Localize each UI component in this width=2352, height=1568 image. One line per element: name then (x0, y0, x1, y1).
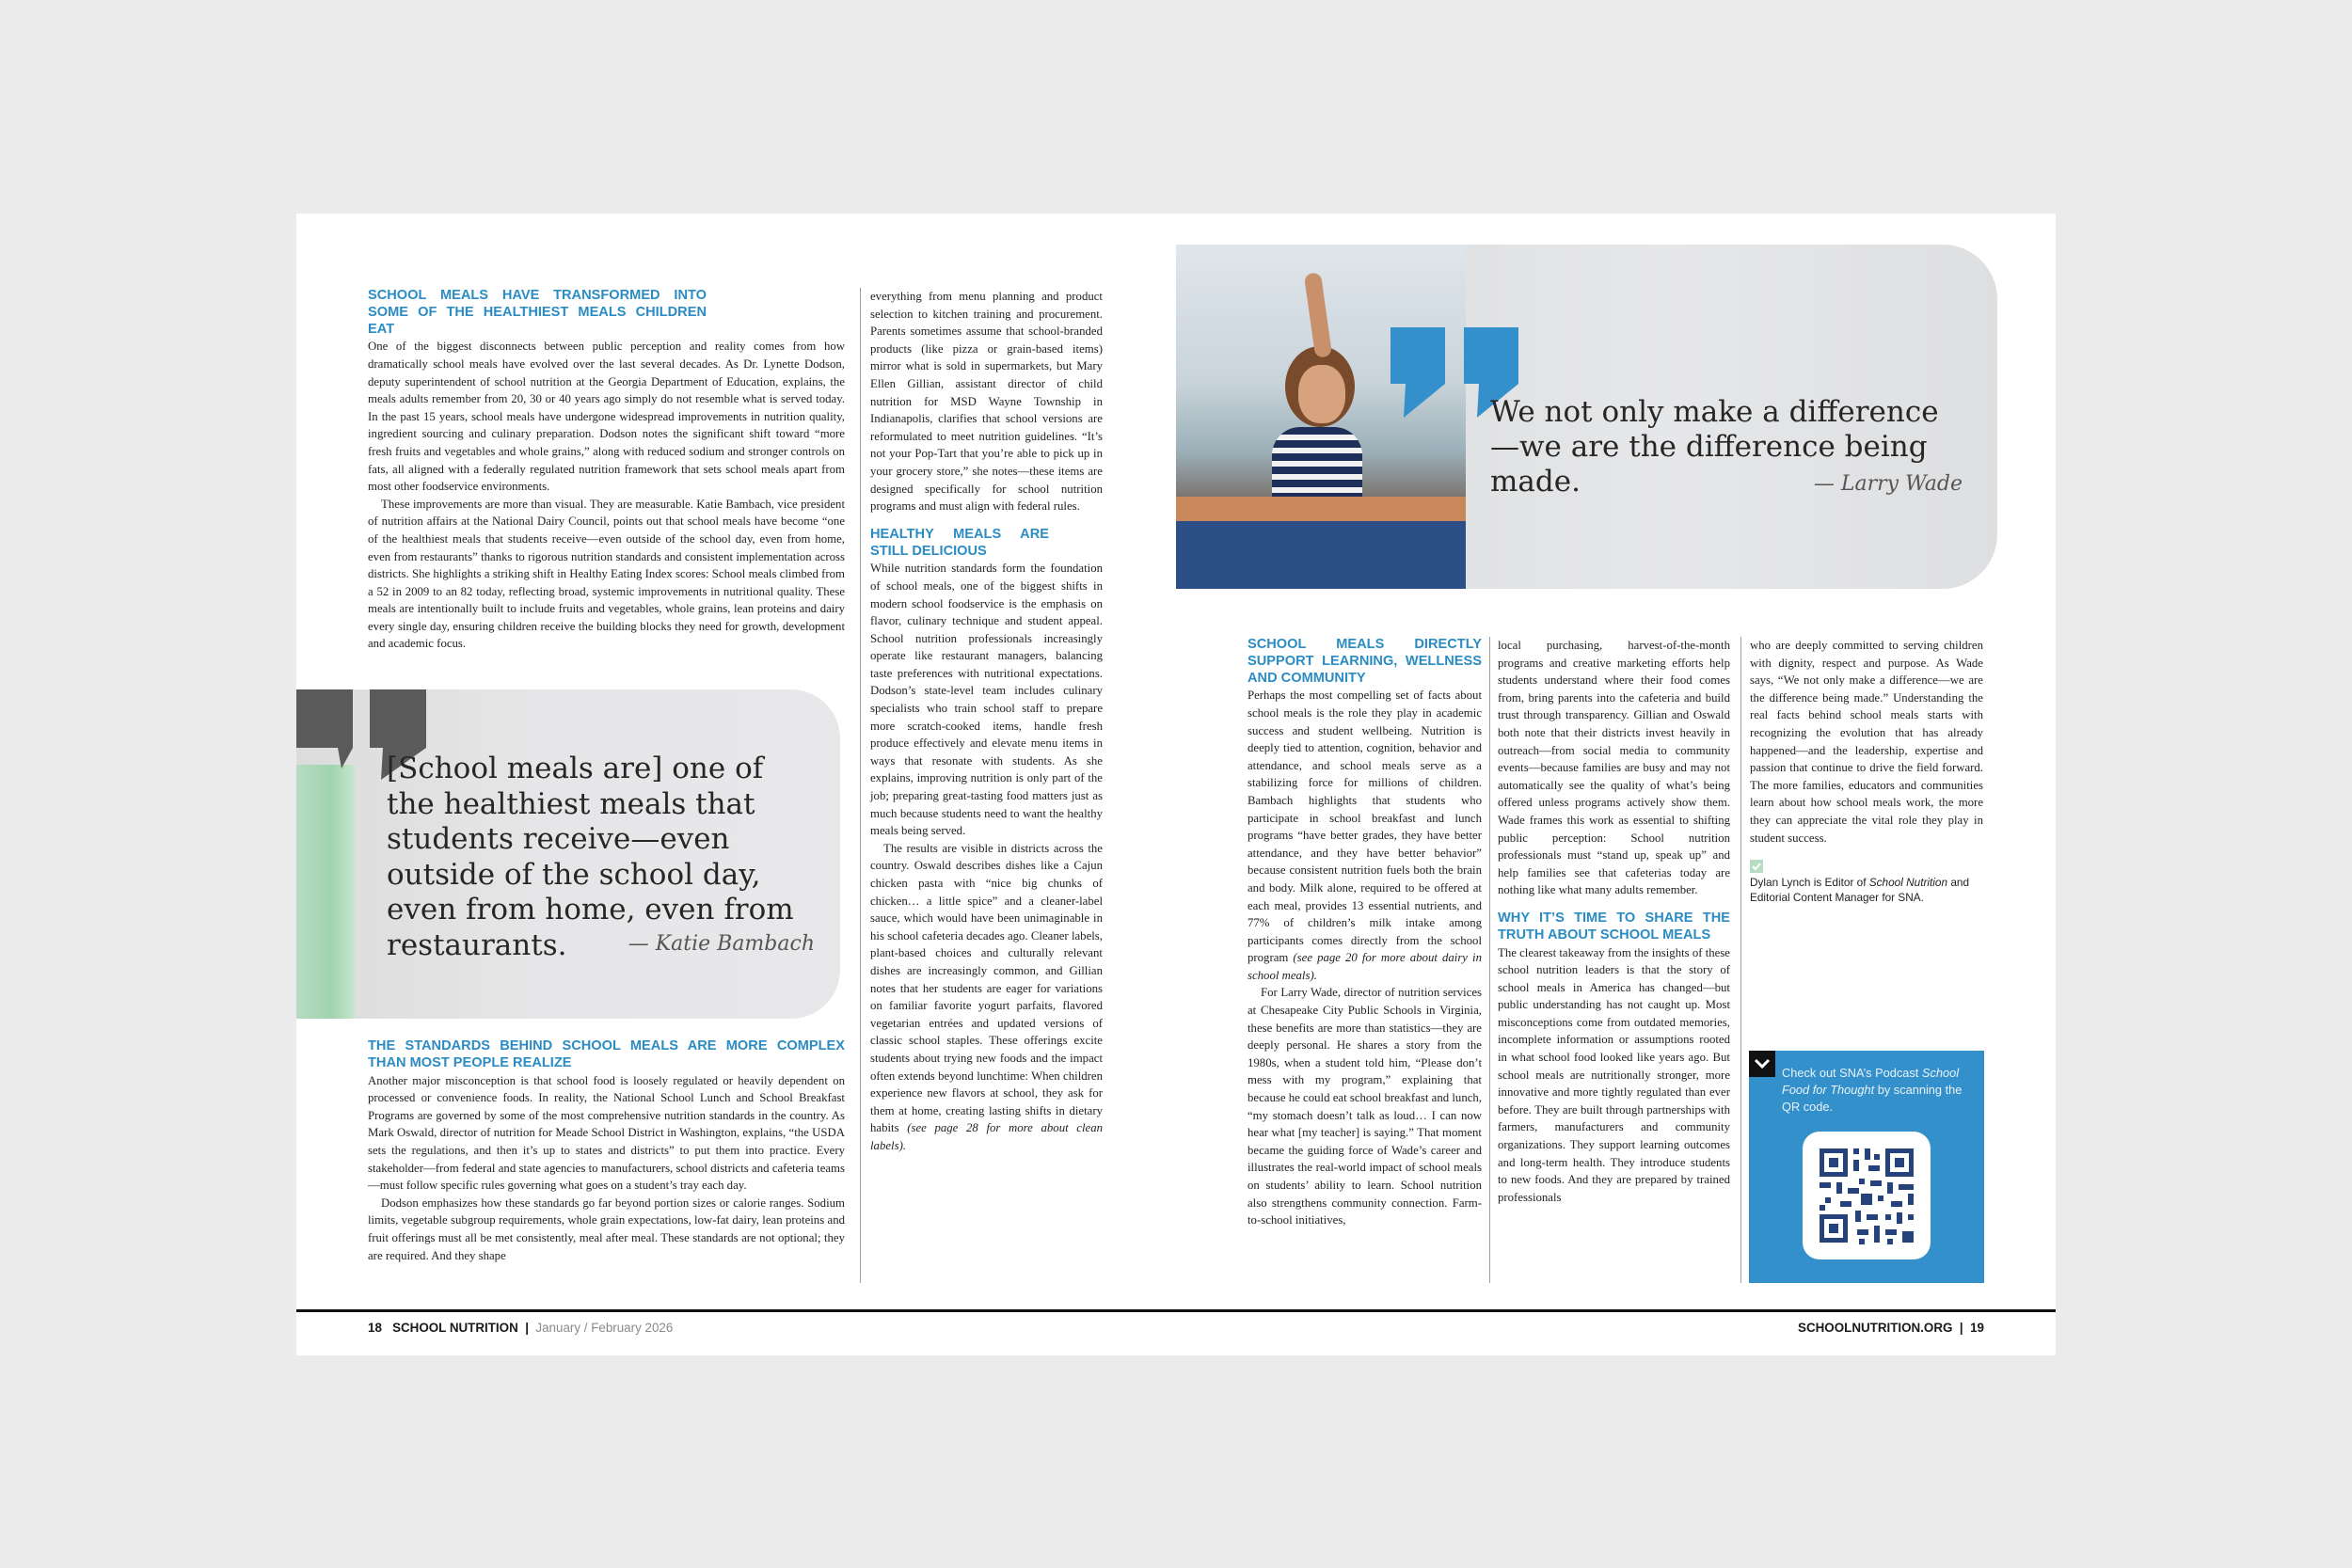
column-divider (1740, 637, 1741, 1283)
body-paragraph: While nutrition standards form the foundation of school meals, one of the biggest shifts in modern school foodservice is the emphasis on flavor, culinary technique and student appeal. School nutrition professionals increasingly operate like restaurant managers, balancing taste preferences with nutritional expectations. Dodson’s state-level team includes culinary specialists who train school staff to prepare more scratch-cooked items, handle fresh produce effectively and elevate menu items in ways that resonate with students. As she explains, improving nutrition is only part of the job; preparing great-tasting food matters just as much because students need to want the healthy meals being served. (870, 562, 1103, 838)
page-number-left: 18 (368, 1321, 382, 1335)
qr-code[interactable] (1803, 1132, 1931, 1259)
section-heading-truth: WHY IT’S TIME TO SHARE THE TRUTH ABOUT SCHOOL MEALS (1498, 910, 1730, 942)
left-column-2 (870, 288, 1103, 1155)
pull-quote-wade (1176, 245, 1997, 589)
body-paragraph: local purchasing, harvest-of-the-month programs and creative marketing efforts help students understand where their food comes from, bring parents into the cafeteria and build trust through transparency. Gillian and Oswald both note that their districts invest heavily in outreach—from social media to community events—because families are busy and may not automatically see the quality of what’s being offered unless programs actively show them. Wade frames this work as essential to shifting public perception: School nutrition professionals must “stand up, speak up” and help families see that cafeterias today are nothing like what many adults remember. (1498, 639, 1730, 897)
section-heading-delicious: HEALTHY MEALS ARE STILL DELICIOUS (870, 526, 1049, 559)
quote-line-2: —we are the difference being made. (1490, 430, 1928, 499)
author-bio: Dylan Lynch is Editor of School Nutrition and Editorial Content Manager for SNA. (1750, 876, 1970, 905)
website-link[interactable]: SCHOOLNUTRITION.ORG (1798, 1321, 1953, 1335)
section-heading-learning: SCHOOL MEALS DIRECTLY SUPPORT LEARNING, WELLNESS AND COMMUNITY (1248, 637, 1482, 686)
photo-chair (1176, 521, 1466, 589)
section-heading-transformed: SCHOOL MEALS HAVE TRANSFORMED INTO SOME OF THE HEALTHIEST MEALS CHILDREN EAT (368, 288, 707, 337)
podcast-box (1749, 1051, 1984, 1283)
section-heading-standards: THE STANDARDS BEHIND SCHOOL MEALS ARE MORE COMPLEX THAN MOST PEOPLE REALIZE (368, 1038, 845, 1070)
photo-raised-arm (1304, 272, 1332, 358)
photo-student-face (1298, 365, 1345, 423)
body-paragraph: For Larry Wade, director of nutrition services at Chesapeake City Public Schools in Virginia, these benefits are more than statistics—they are deeply personal. He shares a story from the 1980s, when a student told him, “Please don’t mess with my program,” explaining that because he could eat school breakfast and lunch, “my stomach doesn’t talk as loud… I can now hear what [my teacher] is saying.” That moment became the guiding force of Wade’s career and illustrates the real-world impact of school meals on students’ ability to learn. School nutrition also strengthens community connection. Farm-to-school initiatives, (1248, 986, 1482, 1227)
footer-separator: | (1959, 1321, 1963, 1335)
podcast-text: Check out SNA’s Podcast School Food for Thought by scanning the QR code. (1782, 1066, 1963, 1114)
chalk-decoration (296, 765, 355, 1019)
body-paragraph: These improvements are more than visual. They are measurable. Katie Bambach, vice president of nutrition affairs at the National Dairy Council, points out that school meals have become “one of the healthiest meals that students receive—even outside of the school day, even from home, even from restaurants” thanks to rigorous nutrition standards and consistent implementation across districts. She highlights a striking shift in Healthy Eating Index scores: School meals climbed from a 52 in 2009 to an 82 today, reflecting broad, systemic improvements in nutritional quality. These meals are intentionally built to include fruits and vegetables, whole grains, lean proteins and dairy every single day, ensuring children receive the building blocks they need for growth, development and academic focus. (368, 497, 845, 651)
magazine-name: SCHOOL NUTRITION (392, 1321, 518, 1335)
photo-desk (1176, 497, 1466, 521)
footer-separator: | (525, 1321, 529, 1335)
column-divider (860, 288, 861, 1283)
quote-attribution: — Larry Wade (1813, 472, 1963, 496)
body-paragraph: The clearest takeaway from the insights of these school nutrition leaders is that the story of school meals in America has changed—but public understanding has not caught up. Most misconceptions come from outdated memories, incomplete information or assumptions rooted in what school food looked like years ago. But school meals are nutritionally stronger, more innovative and more tightly regulated than ever before. They are built through partnerships with farmers, manufacturers and community organizations. They support learning outcomes and long-term health. They introduce students to new foods. And they are prepared by trained professionals (1498, 945, 1730, 1204)
chevron-down-icon (1749, 1051, 1775, 1077)
issue-date: January / February 2026 (535, 1321, 674, 1335)
pull-quote-bambach (296, 689, 840, 1019)
end-mark-icon (1750, 860, 1763, 873)
body-paragraph: Dodson emphasizes how these standards go far beyond portion sizes or calorie ranges. Sodium limits, vegetable subgroup requirements, whole grain expectations, low-fat dairy, lean proteins and fruit offerings must all be met consistently, meal after meal. These standards are not optional; they are required. And they shape (368, 1196, 845, 1262)
right-column-1 (1248, 637, 1482, 1229)
right-column-3 (1750, 637, 1983, 905)
body-paragraph: Another major misconception is that school food is loosely regulated or heavily dependent on processed or convenience foods. In reality, the National School Lunch and School Breakfast Programs are governed by some of the most comprehensive nutrition standards in the country. As Mark Oswald, director of nutrition for Meade School District in Washington, explains, “the USDA sets the regulations, and then it’s up to states and districts” to put them into practice. Every stakeholder—from federal and state agencies to manufacturers, school districts and cafeteria teams—must follow specific rules governing what goes on a student’s tray each day. (368, 1073, 845, 1193)
photo-student-shirt (1272, 427, 1362, 500)
left-column-1 (368, 288, 845, 653)
body-paragraph: Perhaps the most compelling set of facts about school meals is the role they play in academic success and student wellbeing. Nutrition is deeply tied to attention, cognition, behavior and attendance, and school meals serve as a stabilizing force for millions of children. Bambach highlights that students who participate in school breakfast and lunch programs “have better grades, they have better attendance, and they have better behavior” because consistent nutrition fuels both the brain and body. Milk alone, required to be offered at each meal, provides 13 essential nutrients, and 77% of children’s milk intake among participants comes directly from the school program (1248, 689, 1482, 965)
footer-rule (296, 1309, 2056, 1312)
column-divider (1489, 637, 1490, 1283)
body-paragraph: everything from menu planning and product selection to kitchen training and procurement. Parents sometimes assume that school-branded products (like pizza or grain-based items) mirror what is sold in supermarkets, but Mary Ellen Gillian, assistant director of child nutrition for MSD Wayne Township in Indianapolis, clarifies that school versions are reformulated to meet nutrition guidelines. “It’s not your Pop-Tart that you’re able to pick up in your grocery store,” she notes—these items are designed specifically for school nutrition programs and must align with federal rules. (870, 290, 1103, 514)
page-reference: (see page 20 for more about dairy in school meals). (1248, 951, 1482, 982)
quote-attribution: — Katie Bambach (628, 932, 815, 956)
footer-right (1798, 1321, 1984, 1335)
right-column-2 (1498, 637, 1730, 1206)
footer-left (368, 1321, 673, 1335)
quote-line-1: We not only make a difference (1490, 395, 1939, 429)
body-paragraph: One of the biggest disconnects between public perception and reality comes from how dramatically school meals have evolved over the last several decades. As Dr. Lynette Dodson, deputy superintendent of school nutrition at the Georgia Department of Education, explains, the meals adults remember from 20, 30 or 40 years ago simply do not resemble what is served today. In the past 15 years, school meals have undergone widespread improvements in nutrition quality, ingredient sourcing and culinary preparation. Dodson notes the significant shift toward “more fresh fruits and vegetables and whole grains,” along with reduced sodium and stronger controls on fats, all aligned with a federally regulated nutrition framework that sets school meals apart from most other foodservice environments. (368, 340, 845, 494)
page-reference: (see page 28 for more about clean labels). (870, 1121, 1104, 1152)
page-number-right: 19 (1970, 1321, 1984, 1335)
body-paragraph: who are deeply committed to serving children with dignity, respect and purpose. As Wade says, “We not only make a difference—we are the difference being made.” Understanding the real facts behind school meals starts with recognizing the evolution that has already happened—and the leadership, expertise and passion that continue to drive the field forward. The more families, educators and communities learn about how school meals work, the more they can appreciate the vital role they play in student success. (1750, 639, 1983, 845)
left-column-1-lower (368, 1038, 845, 1264)
body-paragraph: The results are visible in districts across the country. Oswald describes dishes like a Cajun chicken pasta with “nice big chunks of chicken… a little spice” and a cleaner-label sauce, which would have been unimaginable in his school cafeteria decades ago. Cleaner labels, plant-based choices and culturally relevant dishes are increasingly common, and Gillian notes that her students are eager for variations on familiar favorite yogurt parfaits, flavored vegetarian entrées and updated versions of classic school staples. These offerings excite students about trying new foods and the impact often extends beyond lunchtime: When children experience new flavors at school, they ask for them at home, creating lasting shifts in dietary habits (870, 841, 1103, 1135)
quote-text: [School meals are] one of the healthiest meals that students receive—even outside of the school day, even from home, even from restaurants. (387, 752, 794, 962)
